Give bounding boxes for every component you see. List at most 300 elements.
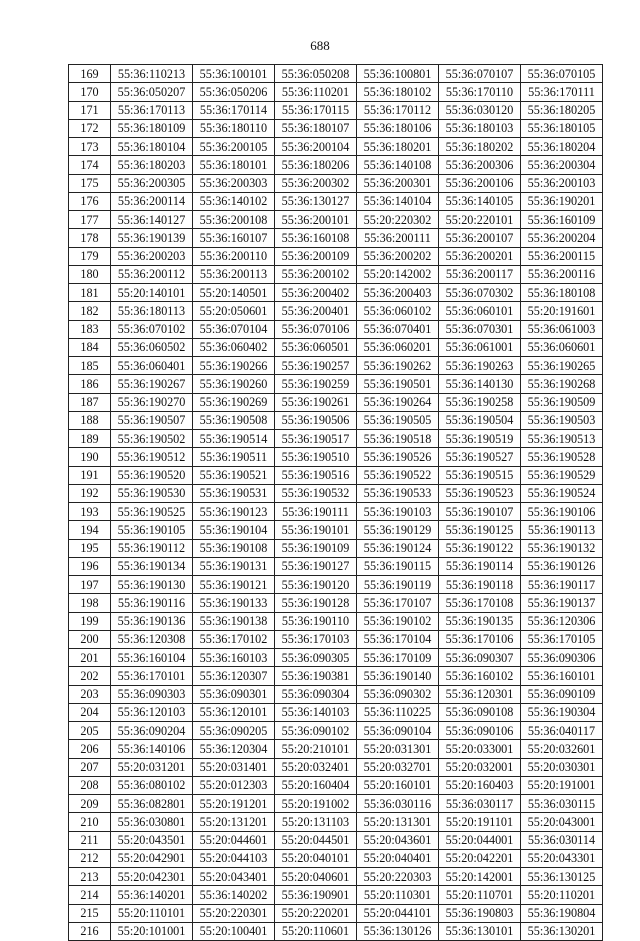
table-row bbox=[69, 722, 603, 740]
cadastral-code-cell: 55:36:090306 bbox=[521, 649, 603, 667]
cadastral-code-cell: 55:36:190507 bbox=[111, 411, 193, 429]
cadastral-code-cell: 55:36:060601 bbox=[521, 338, 603, 356]
cadastral-code-cell: 55:36:190114 bbox=[439, 557, 521, 575]
cadastral-code-cell: 55:36:190804 bbox=[521, 904, 603, 922]
cadastral-code-cell: 55:36:190138 bbox=[193, 612, 275, 630]
cadastral-code-cell: 55:20:040101 bbox=[275, 849, 357, 867]
cadastral-code-cell: 55:36:200110 bbox=[193, 247, 275, 265]
cadastral-code-cell: 55:36:090307 bbox=[439, 649, 521, 667]
cadastral-code-cell: 55:36:190111 bbox=[275, 503, 357, 521]
row-number: 215 bbox=[69, 904, 111, 922]
cadastral-code-cell: 55:20:160403 bbox=[439, 776, 521, 794]
cadastral-code-cell: 55:36:030801 bbox=[111, 813, 193, 831]
table-row bbox=[69, 119, 603, 137]
cadastral-code-cell: 55:36:120304 bbox=[193, 740, 275, 758]
cadastral-code-cell: 55:36:120308 bbox=[111, 630, 193, 648]
cadastral-code-cell: 55:20:110701 bbox=[439, 886, 521, 904]
cadastral-code-cell: 55:36:070301 bbox=[439, 320, 521, 338]
cadastral-code-cell: 55:36:110201 bbox=[275, 83, 357, 101]
cadastral-code-cell: 55:36:200306 bbox=[439, 156, 521, 174]
row-number: 204 bbox=[69, 703, 111, 721]
cadastral-code-cell: 55:36:190517 bbox=[275, 430, 357, 448]
cadastral-code-cell: 55:36:190261 bbox=[275, 393, 357, 411]
cadastral-code-cell: 55:36:090302 bbox=[357, 685, 439, 703]
cadastral-code-cell: 55:36:200113 bbox=[193, 265, 275, 283]
cadastral-code-cell: 55:36:100101 bbox=[193, 65, 275, 83]
table-row bbox=[69, 758, 603, 776]
row-number: 172 bbox=[69, 119, 111, 137]
cadastral-code-cell: 55:20:032701 bbox=[357, 758, 439, 776]
cadastral-code-cell: 55:20:131103 bbox=[275, 813, 357, 831]
cadastral-code-cell: 55:36:170109 bbox=[357, 649, 439, 667]
cadastral-code-cell: 55:36:190115 bbox=[357, 557, 439, 575]
cadastral-code-cell: 55:36:190122 bbox=[439, 539, 521, 557]
cadastral-code-cell: 55:36:120301 bbox=[439, 685, 521, 703]
cadastral-code-cell: 55:20:220302 bbox=[357, 211, 439, 229]
row-number: 178 bbox=[69, 229, 111, 247]
cadastral-code-cell: 55:36:090304 bbox=[275, 685, 357, 703]
table-row bbox=[69, 284, 603, 302]
cadastral-code-cell: 55:36:190514 bbox=[193, 430, 275, 448]
cadastral-code-cell: 55:36:170106 bbox=[439, 630, 521, 648]
cadastral-code-cell: 55:36:190260 bbox=[193, 375, 275, 393]
cadastral-code-cell: 55:36:090102 bbox=[275, 722, 357, 740]
cadastral-code-cell: 55:36:200403 bbox=[357, 284, 439, 302]
cadastral-code-cell: 55:36:180102 bbox=[357, 83, 439, 101]
table-row bbox=[69, 703, 603, 721]
cadastral-code-cell: 55:36:090205 bbox=[193, 722, 275, 740]
row-number: 198 bbox=[69, 594, 111, 612]
cadastral-code-cell: 55:20:220101 bbox=[439, 211, 521, 229]
cadastral-code-cell: 55:20:142001 bbox=[439, 868, 521, 886]
cadastral-code-cell: 55:36:190531 bbox=[193, 484, 275, 502]
row-number: 193 bbox=[69, 503, 111, 521]
cadastral-code-cell: 55:36:190117 bbox=[521, 576, 603, 594]
row-number: 171 bbox=[69, 101, 111, 119]
cadastral-code-cell: 55:36:190140 bbox=[357, 667, 439, 685]
table-row bbox=[69, 576, 603, 594]
cadastral-code-cell: 55:36:190266 bbox=[193, 357, 275, 375]
cadastral-code-cell: 55:36:082801 bbox=[111, 795, 193, 813]
cadastral-code-cell: 55:36:140202 bbox=[193, 886, 275, 904]
cadastral-code-cell: 55:36:130126 bbox=[357, 922, 439, 940]
cadastral-code-cell: 55:20:042301 bbox=[111, 868, 193, 886]
cadastral-code-cell: 55:36:061001 bbox=[439, 338, 521, 356]
table-row bbox=[69, 539, 603, 557]
cadastral-code-cell: 55:36:190112 bbox=[111, 539, 193, 557]
cadastral-code-cell: 55:20:140101 bbox=[111, 284, 193, 302]
cadastral-code-cell: 55:36:190509 bbox=[521, 393, 603, 411]
cadastral-code-cell: 55:20:030301 bbox=[521, 758, 603, 776]
cadastral-code-cell: 55:36:070302 bbox=[439, 284, 521, 302]
table-row bbox=[69, 211, 603, 229]
cadastral-code-cell: 55:36:180104 bbox=[111, 138, 193, 156]
cadastral-code-cell: 55:36:190129 bbox=[357, 521, 439, 539]
row-number: 194 bbox=[69, 521, 111, 539]
row-number: 186 bbox=[69, 375, 111, 393]
row-number: 207 bbox=[69, 758, 111, 776]
table-row bbox=[69, 357, 603, 375]
cadastral-code-cell: 55:36:190105 bbox=[111, 521, 193, 539]
cadastral-code-cell: 55:20:110301 bbox=[357, 886, 439, 904]
table-row bbox=[69, 156, 603, 174]
table-row bbox=[69, 393, 603, 411]
cadastral-code-cell: 55:20:040601 bbox=[275, 868, 357, 886]
cadastral-code-cell: 55:36:190532 bbox=[275, 484, 357, 502]
cadastral-code-cell: 55:20:043001 bbox=[521, 813, 603, 831]
table-row bbox=[69, 65, 603, 83]
cadastral-code-cell: 55:20:191601 bbox=[521, 302, 603, 320]
cadastral-code-cell: 55:20:032601 bbox=[521, 740, 603, 758]
row-number: 170 bbox=[69, 83, 111, 101]
cadastral-code-cell: 55:36:090305 bbox=[275, 649, 357, 667]
table-row bbox=[69, 630, 603, 648]
row-number: 212 bbox=[69, 849, 111, 867]
cadastral-code-cell: 55:36:190511 bbox=[193, 448, 275, 466]
cadastral-code-cell: 55:36:190135 bbox=[439, 612, 521, 630]
row-number: 169 bbox=[69, 65, 111, 83]
cadastral-code-cell: 55:20:044501 bbox=[275, 831, 357, 849]
cadastral-code-cell: 55:36:190270 bbox=[111, 393, 193, 411]
row-number: 182 bbox=[69, 302, 111, 320]
cadastral-code-cell: 55:20:031301 bbox=[357, 740, 439, 758]
table-row bbox=[69, 868, 603, 886]
cadastral-code-cell: 55:20:050601 bbox=[193, 302, 275, 320]
cadastral-code-cell: 55:36:040117 bbox=[521, 722, 603, 740]
cadastral-code-cell: 55:36:200202 bbox=[357, 247, 439, 265]
cadastral-code-cell: 55:36:190519 bbox=[439, 430, 521, 448]
cadastral-code-cell: 55:36:190116 bbox=[111, 594, 193, 612]
cadastral-code-cell: 55:36:170105 bbox=[521, 630, 603, 648]
cadastral-code-cell: 55:36:190513 bbox=[521, 430, 603, 448]
row-number: 211 bbox=[69, 831, 111, 849]
cadastral-code-cell: 55:20:044001 bbox=[439, 831, 521, 849]
cadastral-code-cell: 55:20:100401 bbox=[193, 922, 275, 940]
cadastral-code-cell: 55:36:200107 bbox=[439, 229, 521, 247]
table-row bbox=[69, 886, 603, 904]
cadastral-code-cell: 55:36:070107 bbox=[439, 65, 521, 83]
row-number: 183 bbox=[69, 320, 111, 338]
cadastral-code-cell: 55:36:190524 bbox=[521, 484, 603, 502]
cadastral-code-cell: 55:36:140127 bbox=[111, 211, 193, 229]
cadastral-code-cell: 55:36:180201 bbox=[357, 138, 439, 156]
cadastral-code-cell: 55:36:140103 bbox=[275, 703, 357, 721]
table-row bbox=[69, 448, 603, 466]
cadastral-code-cell: 55:36:200115 bbox=[521, 247, 603, 265]
cadastral-code-cell: 55:36:070102 bbox=[111, 320, 193, 338]
cadastral-code-cell: 55:36:140106 bbox=[111, 740, 193, 758]
cadastral-code-cell: 55:36:190133 bbox=[193, 594, 275, 612]
cadastral-code-cell: 55:20:012303 bbox=[193, 776, 275, 794]
cadastral-code-cell: 55:36:200117 bbox=[439, 265, 521, 283]
table-row bbox=[69, 302, 603, 320]
cadastral-code-cell: 55:36:190108 bbox=[193, 539, 275, 557]
cadastral-code-cell: 55:36:130127 bbox=[275, 192, 357, 210]
table-row bbox=[69, 557, 603, 575]
cadastral-code-cell: 55:36:120307 bbox=[193, 667, 275, 685]
cadastral-code-cell: 55:36:060402 bbox=[193, 338, 275, 356]
table-row bbox=[69, 174, 603, 192]
cadastral-code-cell: 55:36:110225 bbox=[357, 703, 439, 721]
row-number: 199 bbox=[69, 612, 111, 630]
cadastral-code-cell: 55:36:160108 bbox=[275, 229, 357, 247]
table-row bbox=[69, 229, 603, 247]
cadastral-code-cell: 55:36:190515 bbox=[439, 466, 521, 484]
cadastral-code-cell: 55:20:044601 bbox=[193, 831, 275, 849]
cadastral-code-cell: 55:36:170110 bbox=[439, 83, 521, 101]
cadastral-code-cell: 55:36:190510 bbox=[275, 448, 357, 466]
cadastral-code-cell: 55:36:180107 bbox=[275, 119, 357, 137]
cadastral-code-cell: 55:36:190118 bbox=[439, 576, 521, 594]
row-number: 177 bbox=[69, 211, 111, 229]
row-number: 181 bbox=[69, 284, 111, 302]
cadastral-code-cell: 55:36:190520 bbox=[111, 466, 193, 484]
table-row bbox=[69, 612, 603, 630]
cadastral-code-cell: 55:36:170113 bbox=[111, 101, 193, 119]
cadastral-code-cell: 55:36:200401 bbox=[275, 302, 357, 320]
row-number: 208 bbox=[69, 776, 111, 794]
cadastral-code-cell: 55:36:190528 bbox=[521, 448, 603, 466]
cadastral-code-cell: 55:36:190525 bbox=[111, 503, 193, 521]
cadastral-code-cell: 55:20:160101 bbox=[357, 776, 439, 794]
cadastral-code-cell: 55:36:190109 bbox=[275, 539, 357, 557]
cadastral-code-cell: 55:36:200305 bbox=[111, 174, 193, 192]
row-number: 179 bbox=[69, 247, 111, 265]
cadastral-code-cell: 55:20:140501 bbox=[193, 284, 275, 302]
cadastral-code-cell: 55:20:042901 bbox=[111, 849, 193, 867]
cadastral-code-cell: 55:20:040401 bbox=[357, 849, 439, 867]
row-number: 200 bbox=[69, 630, 111, 648]
cadastral-code-cell: 55:36:190381 bbox=[275, 667, 357, 685]
table-row bbox=[69, 922, 603, 940]
cadastral-code-cell: 55:36:190269 bbox=[193, 393, 275, 411]
cadastral-code-cell: 55:36:200109 bbox=[275, 247, 357, 265]
table-row bbox=[69, 484, 603, 502]
cadastral-code-cell: 55:20:043401 bbox=[193, 868, 275, 886]
cadastral-code-cell: 55:36:060101 bbox=[439, 302, 521, 320]
cadastral-code-cell: 55:36:170101 bbox=[111, 667, 193, 685]
cadastral-code-cell: 55:36:180202 bbox=[439, 138, 521, 156]
cadastral-code-cell: 55:20:210101 bbox=[275, 740, 357, 758]
cadastral-code-cell: 55:36:200104 bbox=[275, 138, 357, 156]
cadastral-code-cell: 55:20:191002 bbox=[275, 795, 357, 813]
cadastral-code-cell: 55:36:190123 bbox=[193, 503, 275, 521]
cadastral-code-cell: 55:36:060102 bbox=[357, 302, 439, 320]
row-number: 185 bbox=[69, 357, 111, 375]
table-row bbox=[69, 776, 603, 794]
cadastral-code-cell: 55:36:030120 bbox=[439, 101, 521, 119]
cadastral-code-cell: 55:20:191001 bbox=[521, 776, 603, 794]
cadastral-code-cell: 55:36:190518 bbox=[357, 430, 439, 448]
cadastral-code-cell: 55:36:190201 bbox=[521, 192, 603, 210]
cadastral-code-cell: 55:36:190265 bbox=[521, 357, 603, 375]
cadastral-code-cell: 55:36:030115 bbox=[521, 795, 603, 813]
cadastral-code-cell: 55:36:200304 bbox=[521, 156, 603, 174]
cadastral-code-cell: 55:36:190257 bbox=[275, 357, 357, 375]
cadastral-code-cell: 55:36:180108 bbox=[521, 284, 603, 302]
cadastral-code-cell: 55:20:110201 bbox=[521, 886, 603, 904]
table-row bbox=[69, 338, 603, 356]
cadastral-code-cell: 55:20:110601 bbox=[275, 922, 357, 940]
cadastral-code-cell: 55:36:190803 bbox=[439, 904, 521, 922]
table-row bbox=[69, 83, 603, 101]
cadastral-code-cell: 55:36:190139 bbox=[111, 229, 193, 247]
cadastral-code-cell: 55:36:060501 bbox=[275, 338, 357, 356]
table-body bbox=[69, 65, 603, 941]
cadastral-code-cell: 55:36:160101 bbox=[521, 667, 603, 685]
table-row bbox=[69, 466, 603, 484]
cadastral-code-cell: 55:36:190107 bbox=[439, 503, 521, 521]
cadastral-code-cell: 55:36:190504 bbox=[439, 411, 521, 429]
cadastral-code-cell: 55:36:070401 bbox=[357, 320, 439, 338]
row-number: 173 bbox=[69, 138, 111, 156]
cadastral-code-cell: 55:36:170114 bbox=[193, 101, 275, 119]
cadastral-code-cell: 55:36:140102 bbox=[193, 192, 275, 210]
cadastral-code-cell: 55:36:070106 bbox=[275, 320, 357, 338]
row-number: 209 bbox=[69, 795, 111, 813]
cadastral-code-cell: 55:36:200106 bbox=[439, 174, 521, 192]
cadastral-code-cell: 55:36:120103 bbox=[111, 703, 193, 721]
cadastral-code-cell: 55:36:160103 bbox=[193, 649, 275, 667]
cadastral-code-cell: 55:36:190119 bbox=[357, 576, 439, 594]
cadastral-code-cell: 55:36:090108 bbox=[439, 703, 521, 721]
cadastral-code-cell: 55:36:170104 bbox=[357, 630, 439, 648]
cadastral-code-cell: 55:20:032001 bbox=[439, 758, 521, 776]
cadastral-code-cell: 55:36:190134 bbox=[111, 557, 193, 575]
cadastral-code-cell: 55:20:220201 bbox=[275, 904, 357, 922]
row-number: 196 bbox=[69, 557, 111, 575]
cadastral-code-cell: 55:36:090204 bbox=[111, 722, 193, 740]
table-row bbox=[69, 594, 603, 612]
table-row bbox=[69, 667, 603, 685]
cadastral-code-cell: 55:36:200102 bbox=[275, 265, 357, 283]
cadastral-code-cell: 55:36:190104 bbox=[193, 521, 275, 539]
cadastral-code-cell: 55:36:130125 bbox=[521, 868, 603, 886]
cadastral-code-cell: 55:20:043501 bbox=[111, 831, 193, 849]
row-number: 189 bbox=[69, 430, 111, 448]
cadastral-code-cell: 55:36:050207 bbox=[111, 83, 193, 101]
row-number: 205 bbox=[69, 722, 111, 740]
cadastral-code-cell: 55:36:190527 bbox=[439, 448, 521, 466]
table-row bbox=[69, 521, 603, 539]
cadastral-code-cell: 55:36:190120 bbox=[275, 576, 357, 594]
cadastral-code-cell: 55:36:190132 bbox=[521, 539, 603, 557]
cadastral-code-cell: 55:20:042201 bbox=[439, 849, 521, 867]
cadastral-code-cell: 55:36:090106 bbox=[439, 722, 521, 740]
cadastral-code-cell: 55:36:140105 bbox=[439, 192, 521, 210]
cadastral-code-cell: 55:20:131201 bbox=[193, 813, 275, 831]
cadastral-code-cell: 55:20:031201 bbox=[111, 758, 193, 776]
table-row bbox=[69, 265, 603, 283]
cadastral-code-cell: 55:36:200302 bbox=[275, 174, 357, 192]
cadastral-code-cell: 55:36:130201 bbox=[521, 922, 603, 940]
row-number: 203 bbox=[69, 685, 111, 703]
cadastral-code-cell: 55:36:190127 bbox=[275, 557, 357, 575]
cadastral-code-cell: 55:36:090104 bbox=[357, 722, 439, 740]
cadastral-code-cell: 55:36:160109 bbox=[521, 211, 603, 229]
cadastral-code-cell: 55:36:180101 bbox=[193, 156, 275, 174]
cadastral-code-cell: 55:36:200105 bbox=[193, 138, 275, 156]
cadastral-code-cell: 55:36:070105 bbox=[521, 65, 603, 83]
cadastral-code-cell: 55:36:180105 bbox=[521, 119, 603, 137]
cadastral-code-cell: 55:36:090109 bbox=[521, 685, 603, 703]
cadastral-code-cell: 55:36:190136 bbox=[111, 612, 193, 630]
table-row bbox=[69, 795, 603, 813]
cadastral-code-cell: 55:36:190130 bbox=[111, 576, 193, 594]
table-row bbox=[69, 503, 603, 521]
cadastral-code-cell: 55:20:220301 bbox=[193, 904, 275, 922]
cadastral-code-cell: 55:36:190508 bbox=[193, 411, 275, 429]
cadastral-code-cell: 55:36:130101 bbox=[439, 922, 521, 940]
cadastral-code-cell: 55:36:170115 bbox=[275, 101, 357, 119]
cadastral-code-cell: 55:36:030117 bbox=[439, 795, 521, 813]
cadastral-code-cell: 55:36:090301 bbox=[193, 685, 275, 703]
cadastral-code-cell: 55:20:191101 bbox=[439, 813, 521, 831]
cadastral-code-cell: 55:36:180109 bbox=[111, 119, 193, 137]
cadastral-code-cell: 55:36:170112 bbox=[357, 101, 439, 119]
row-number: 202 bbox=[69, 667, 111, 685]
cadastral-code-cell: 55:36:170103 bbox=[275, 630, 357, 648]
cadastral-code-cell: 55:36:080102 bbox=[111, 776, 193, 794]
cadastral-code-cell: 55:36:190529 bbox=[521, 466, 603, 484]
cadastral-code-cell: 55:36:160102 bbox=[439, 667, 521, 685]
cadastral-code-cell: 55:20:101001 bbox=[111, 922, 193, 940]
cadastral-code-cell: 55:36:190259 bbox=[275, 375, 357, 393]
cadastral-code-cell: 55:36:190503 bbox=[521, 411, 603, 429]
table-row bbox=[69, 411, 603, 429]
row-number: 216 bbox=[69, 922, 111, 940]
cadastral-code-cell: 55:36:140130 bbox=[439, 375, 521, 393]
cadastral-code-cell: 55:36:200203 bbox=[111, 247, 193, 265]
cadastral-code-cell: 55:36:200103 bbox=[521, 174, 603, 192]
cadastral-code-cell: 55:36:190263 bbox=[439, 357, 521, 375]
cadastral-code-cell: 55:20:032401 bbox=[275, 758, 357, 776]
cadastral-code-cell: 55:36:190264 bbox=[357, 393, 439, 411]
cadastral-code-cell: 55:20:044101 bbox=[357, 904, 439, 922]
cadastral-code-cell: 55:36:190522 bbox=[357, 466, 439, 484]
cadastral-code-cell: 55:36:190103 bbox=[357, 503, 439, 521]
row-number: 175 bbox=[69, 174, 111, 192]
cadastral-code-cell: 55:36:170107 bbox=[357, 594, 439, 612]
cadastral-code-cell: 55:36:200111 bbox=[357, 229, 439, 247]
cadastral-code-cell: 55:36:180113 bbox=[111, 302, 193, 320]
table-row bbox=[69, 247, 603, 265]
cadastral-code-cell: 55:36:140108 bbox=[357, 156, 439, 174]
cadastral-code-cell: 55:36:200402 bbox=[275, 284, 357, 302]
cadastral-code-cell: 55:36:190121 bbox=[193, 576, 275, 594]
cadastral-code-cell: 55:36:180204 bbox=[521, 138, 603, 156]
cadastral-code-cell: 55:36:060201 bbox=[357, 338, 439, 356]
cadastral-code-cell: 55:20:160404 bbox=[275, 776, 357, 794]
cadastral-code-cell: 55:36:100801 bbox=[357, 65, 439, 83]
cadastral-code-cell: 55:36:190501 bbox=[357, 375, 439, 393]
row-number: 174 bbox=[69, 156, 111, 174]
cadastral-code-cell: 55:36:200108 bbox=[193, 211, 275, 229]
row-number: 213 bbox=[69, 868, 111, 886]
table-row bbox=[69, 430, 603, 448]
cadastral-code-cell: 55:36:060401 bbox=[111, 357, 193, 375]
cadastral-code-cell: 55:36:110213 bbox=[111, 65, 193, 83]
cadastral-code-cell: 55:36:180110 bbox=[193, 119, 275, 137]
row-number: 197 bbox=[69, 576, 111, 594]
cadastral-code-cell: 55:36:190106 bbox=[521, 503, 603, 521]
cadastral-code-cell: 55:36:180206 bbox=[275, 156, 357, 174]
cadastral-code-cell: 55:20:110101 bbox=[111, 904, 193, 922]
table-row bbox=[69, 831, 603, 849]
row-number: 188 bbox=[69, 411, 111, 429]
cadastral-code-cell: 55:20:220303 bbox=[357, 868, 439, 886]
cadastral-code-cell: 55:20:043601 bbox=[357, 831, 439, 849]
